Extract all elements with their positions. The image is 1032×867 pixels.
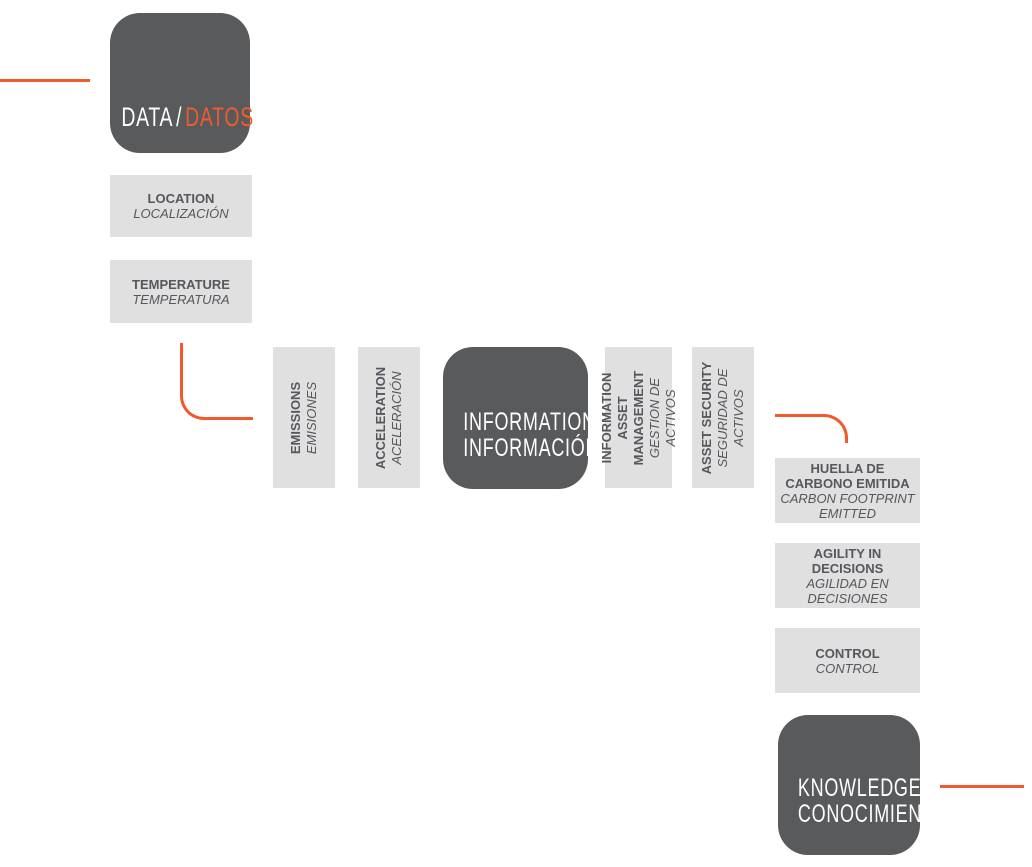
- temperature-box: [110, 260, 252, 323]
- agility-label-en-line1: AGILITY IN: [813, 545, 882, 561]
- information-asset-management-label-line1: INFORMATION: [598, 372, 614, 463]
- information-asset-management-label-line2: ASSET MANAGEMENT: [614, 370, 646, 465]
- acceleration-box: [358, 347, 420, 488]
- acceleration-label-es: ACELERACIÓN: [389, 370, 404, 465]
- information-node-label-es: INFORMACIÓN: [463, 434, 600, 462]
- data-node-label-en: DATA: [121, 102, 174, 132]
- information-node-label-en: INFORMATION: [463, 408, 596, 436]
- asset-security-label-es-line1: SEGURIDAD DE: [715, 368, 730, 467]
- data-node-label: [112, 102, 254, 132]
- knowledge-node-label-en: KNOWLEDGE: [797, 774, 922, 802]
- acceleration-label-en: ACCELERATION: [373, 366, 388, 469]
- data-node-label-es: DATOS: [185, 102, 254, 132]
- temperature-label-es: TEMPERATURA: [132, 291, 230, 307]
- information-asset-management-box: [598, 347, 678, 488]
- asset-security-label-en: ASSET SECURITY: [699, 361, 714, 474]
- temperature-label-en: TEMPERATURE: [132, 276, 230, 292]
- knowledge-node-label-es: CONOCIMIENTO: [797, 800, 949, 828]
- control-label-es: CONTROL: [815, 660, 880, 676]
- connector-right-line: [940, 785, 1024, 788]
- carbon-footprint-label-es-line2: CARBONO EMITIDA: [785, 475, 910, 491]
- connector-left-line: [0, 79, 90, 82]
- connector-temperature-to-emissions-elbow: [180, 343, 253, 420]
- asset-security-label-es-line2: ACTIVOS: [731, 388, 746, 447]
- information-asset-management-label-es: GESTION DE ACTIVOS: [646, 377, 678, 458]
- emissions-box: [273, 347, 335, 488]
- agility-label-es-line2: DECISIONES: [807, 590, 888, 606]
- location-box: [110, 175, 252, 237]
- agility-in-decisions-box: [775, 543, 920, 608]
- carbon-footprint-label-es-line1: HUELLA DE: [810, 460, 885, 476]
- emissions-label-es: EMISIONES: [304, 381, 319, 454]
- asset-security-box: [692, 347, 754, 488]
- agility-label-en-line2: DECISIONS: [811, 560, 884, 576]
- data-node: [110, 13, 254, 153]
- carbon-footprint-label-en-line1: CARBON FOOTPRINT: [780, 490, 915, 506]
- location-label-es: LOCALIZACIÓN: [133, 206, 229, 221]
- agility-label-es-line1: AGILIDAD EN: [806, 575, 889, 591]
- location-label-en: LOCATION: [147, 191, 215, 206]
- knowledge-node: [778, 715, 949, 855]
- information-node: [443, 347, 600, 489]
- control-box: [775, 628, 920, 693]
- carbon-footprint-label-en-line2: EMITTED: [818, 505, 877, 521]
- carbon-footprint-box: [775, 458, 920, 523]
- emissions-label-en: EMISSIONS: [288, 381, 303, 454]
- data-node-separator: /: [176, 102, 183, 132]
- connector-assetsecurity-to-carbon-elbow: [775, 414, 848, 443]
- control-label-en: CONTROL: [815, 645, 880, 661]
